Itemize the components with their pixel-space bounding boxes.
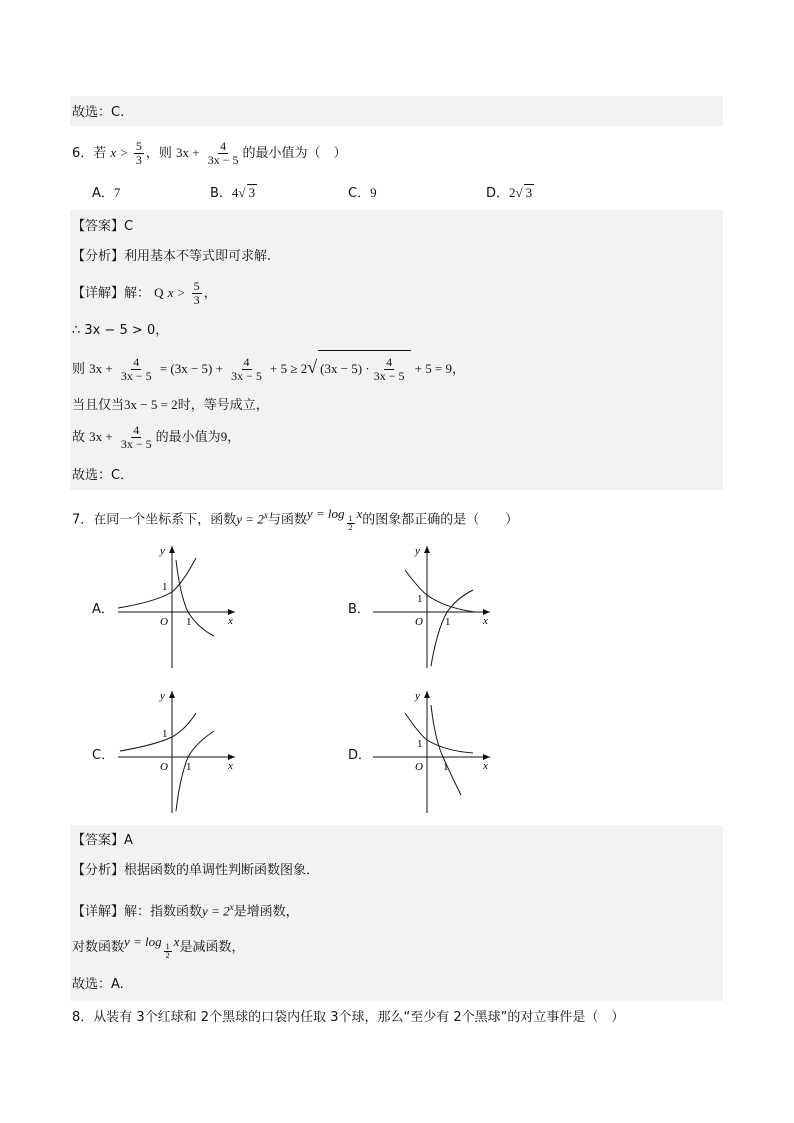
q8-stem: 8．从装有 3个红球和 2个黑球的口袋内任取 3个球，那么“至少有 2个黑球”的对立事件是（ ） bbox=[72, 1010, 625, 1025]
q6-cond-fraction: $\frac{5}{3}$ bbox=[135, 139, 142, 167]
svg-text:1: 1 bbox=[162, 728, 168, 740]
svg-text:x: x bbox=[483, 615, 488, 627]
q6-analysis: 【分析】利用基本不等式即可求解. bbox=[72, 249, 272, 264]
svg-text:x: x bbox=[483, 760, 488, 772]
exp-curve bbox=[120, 713, 196, 751]
q6-stem: 6．若 x > $\frac{5}{3}$ ，则 3x + $\frac{4}{3x - 5}$ 的最小值为（ ） bbox=[72, 139, 347, 167]
q6-option-a: A．7 bbox=[92, 185, 121, 201]
q6-so: 故 3x + $\frac{4}{3x - 5}$ 的最小值为9， bbox=[72, 423, 241, 451]
svg-text:1: 1 bbox=[186, 761, 192, 773]
svg-text:O: O bbox=[160, 616, 168, 628]
svg-text:1: 1 bbox=[162, 581, 168, 593]
exp-curve bbox=[405, 570, 475, 612]
svg-text:O: O bbox=[415, 616, 423, 628]
prev-solution-block bbox=[70, 96, 723, 126]
q7-graph-c bbox=[110, 685, 245, 815]
q6-option-d: D．2√ 3 bbox=[486, 185, 533, 201]
svg-text:y: y bbox=[415, 545, 420, 557]
q7-detail-exp: 【详解】解：指数函数$y = 2^x$是增函数， bbox=[72, 902, 299, 920]
q7-stem: 7．在同一个坐标系下，函数$y = 2^x$与函数y = log $\frac{1}{2}$ x的图象都正确的是（ ） bbox=[72, 506, 519, 533]
q6-equality-condition: 当且仅当3x − 5 = 2时，等号成立， bbox=[72, 397, 269, 413]
svg-text:x: x bbox=[228, 760, 233, 772]
svg-text:1: 1 bbox=[186, 616, 192, 628]
q6-detail-start: 【详解】解： Q x > $\frac{5}{3}$ ， bbox=[72, 279, 217, 307]
log-curve bbox=[176, 560, 214, 636]
svg-text:O: O bbox=[415, 761, 423, 773]
svg-text:y: y bbox=[160, 545, 165, 557]
q7-option-c-label: C． bbox=[92, 748, 115, 763]
q6-option-c: C．9 bbox=[348, 185, 377, 201]
q7-graph-a bbox=[110, 540, 245, 670]
q6-inequality-step: 则 3x + $\frac{4}{3x - 5}$ = (3x − 5) + $\frac{4}{3x - 5}$ + 5 ≥ 2√ (3x − 5) · $\frac{4}{3x - 5}$ + 5 = 9， bbox=[72, 350, 465, 387]
q7-graph-b bbox=[365, 540, 500, 670]
q6-therefore: ∴ 3x − 5 > 0， bbox=[72, 323, 169, 338]
q7-analysis: 【分析】根据函数的单调性判断函数图象． bbox=[72, 863, 320, 878]
svg-text:x: x bbox=[228, 615, 233, 627]
q7-detail-log: 对数函数y = log $\frac{1}{2}$ x是减函数， bbox=[72, 934, 245, 960]
q7-option-a-label: A． bbox=[92, 602, 114, 617]
q7-option-d-label: D． bbox=[348, 748, 372, 763]
q6-answer: 【答案】C bbox=[72, 219, 134, 234]
svg-text:O: O bbox=[160, 761, 168, 773]
svg-text:1: 1 bbox=[445, 616, 451, 628]
q6-expr-fraction: $\frac{4}{3x - 5}$ bbox=[207, 139, 239, 167]
log-curve bbox=[431, 705, 461, 795]
prev-conclusion: 故选：C. bbox=[72, 105, 125, 120]
q7-option-b-label: B． bbox=[348, 602, 370, 617]
q7-conclusion: 故选：A. bbox=[72, 977, 124, 992]
q6-conclusion: 故选：C． bbox=[72, 468, 134, 483]
q6-option-b: B．4√ 3 bbox=[210, 185, 256, 201]
exp-curve bbox=[118, 558, 196, 608]
svg-text:y: y bbox=[415, 690, 420, 702]
svg-text:y: y bbox=[160, 690, 165, 702]
svg-text:1: 1 bbox=[417, 593, 423, 605]
svg-text:1: 1 bbox=[417, 738, 423, 750]
q7-answer: 【答案】A bbox=[72, 833, 133, 848]
log-curve bbox=[176, 731, 214, 811]
svg-text:1: 1 bbox=[443, 761, 449, 773]
q7-graph-d bbox=[365, 685, 500, 815]
